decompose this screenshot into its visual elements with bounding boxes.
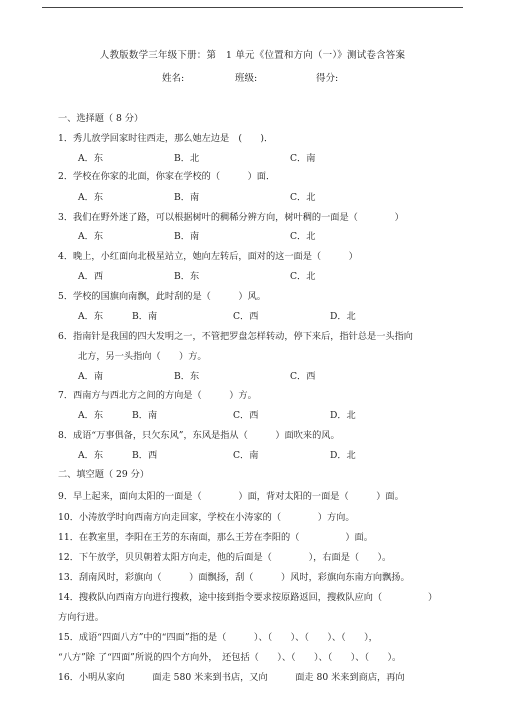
question-2: 2．学校在你家的北面，你家在学校的（ ）面．	[58, 171, 276, 182]
option-d: D．北	[330, 410, 356, 421]
question-3: 3．我们在野外迷了路，可以根据树叶的稠稀分辨方向，树叶稠的一面是（ ）	[58, 212, 404, 223]
question-11: 11．在教室里，李阳在王芳的东南面，那么王芳在李阳的（ ）面。	[58, 532, 373, 543]
header-rule	[42, 7, 463, 8]
question-3-options	[78, 228, 478, 240]
question-4: 4．晚上，小红面向北极星站立，她向左转后，面对的这一面是（ ）	[58, 251, 358, 262]
question-5-options	[78, 308, 478, 320]
option-c: C．南	[233, 450, 259, 461]
question-1: 1．秀儿放学回家时往西走，那么她左边是 ( )．	[58, 133, 274, 144]
question-15: 15．成语“四面八方”中的“四面”指的是（ ）、（ ）、（ ）、（ ），	[58, 632, 378, 643]
option-d: D．北	[330, 450, 356, 461]
option-a: A．西	[78, 271, 104, 282]
question-6-options	[78, 368, 478, 380]
question-8: 8．成语“万事俱备，只欠东风”，东风是指从（ ）面吹来的风。	[58, 430, 340, 441]
section-heading-choice: 一、选择题（ 8 分）	[58, 113, 144, 124]
question-7: 7．西南方与西北方之间的方向是（ ）方。	[58, 390, 257, 401]
question-13: 13．刮南风时，彩旗向（ ）面飘扬，刮（ ）风时，彩旗向东南方向飘扬。	[58, 572, 410, 583]
question-8-options	[78, 447, 478, 459]
question-6-continued: 北方，另一头指向（ ）方。	[78, 351, 207, 362]
option-a: A．南	[78, 371, 104, 382]
question-9: 9．早上起来，面向太阳的一面是（ ）面，背对太阳的一面是（ ）面。	[58, 491, 404, 502]
question-4-options	[78, 268, 478, 280]
question-16: 16．小明从家向 面走 580 米来到书店，又向 面走 80 米来到商店，再向	[58, 672, 405, 683]
question-6: 6．指南针是我国的四大发明之一，不管把罗盘怎样转动，停下来后，指针总是一头指向	[58, 331, 413, 342]
option-a: A．东	[78, 192, 104, 203]
question-5: 5．学校的国旗向南飘，此时刮的是（ ）风。	[58, 291, 266, 302]
option-a: A．东	[78, 153, 104, 164]
option-c: C．西	[233, 410, 259, 421]
question-14: 14．搜救队向西南方向进行搜救，途中接到指令要求按原路返回，搜救队应向（ ）	[58, 592, 438, 603]
option-b: B．南	[174, 231, 200, 242]
option-c: C．北	[290, 192, 316, 203]
option-b: B．西	[132, 450, 158, 461]
option-c: C．西	[233, 311, 259, 322]
option-d: D．北	[330, 311, 356, 322]
option-c: C．北	[290, 271, 316, 282]
question-1-options	[78, 150, 478, 162]
option-a: A．东	[78, 410, 104, 421]
option-c: C．西	[290, 371, 316, 382]
option-a: A．东	[78, 450, 104, 461]
question-7-options	[78, 407, 478, 419]
option-b: B．东	[174, 371, 200, 382]
option-b: B．北	[174, 153, 200, 164]
question-10: 10．小涛放学时向西南方向走回家，学校在小涛家的（ ）方向。	[58, 512, 355, 523]
question-2-options	[78, 189, 478, 201]
question-12: 12．下午放学，贝贝朝着太阳方向走，他的后面是（ ），右面是（ ）。	[58, 552, 392, 563]
option-b: B．南	[132, 311, 158, 322]
score-label: 得分:	[316, 73, 339, 84]
option-a: A．东	[78, 311, 104, 322]
option-b: B．东	[174, 271, 200, 282]
name-label: 姓名:	[162, 73, 185, 84]
option-b: B．南	[174, 192, 200, 203]
option-a: A．东	[78, 231, 104, 242]
question-14-continued: 方向行进。	[58, 612, 104, 623]
section-heading-fill: 二、填空题（ 29 分）	[58, 469, 150, 480]
option-c: C．北	[290, 231, 316, 242]
option-c: C．南	[290, 153, 316, 164]
question-15-continued: “八方”除 了“四面”所说的四个方向外， 还包括（ ）、（ ）、（ ）、（ ）。	[58, 652, 402, 663]
page-title: 人教版数学三年级下册：第 1 单元《位置和方向（一）》测试卷含答案	[99, 50, 406, 61]
option-b: B．南	[132, 410, 158, 421]
class-label: 班级:	[235, 73, 258, 84]
